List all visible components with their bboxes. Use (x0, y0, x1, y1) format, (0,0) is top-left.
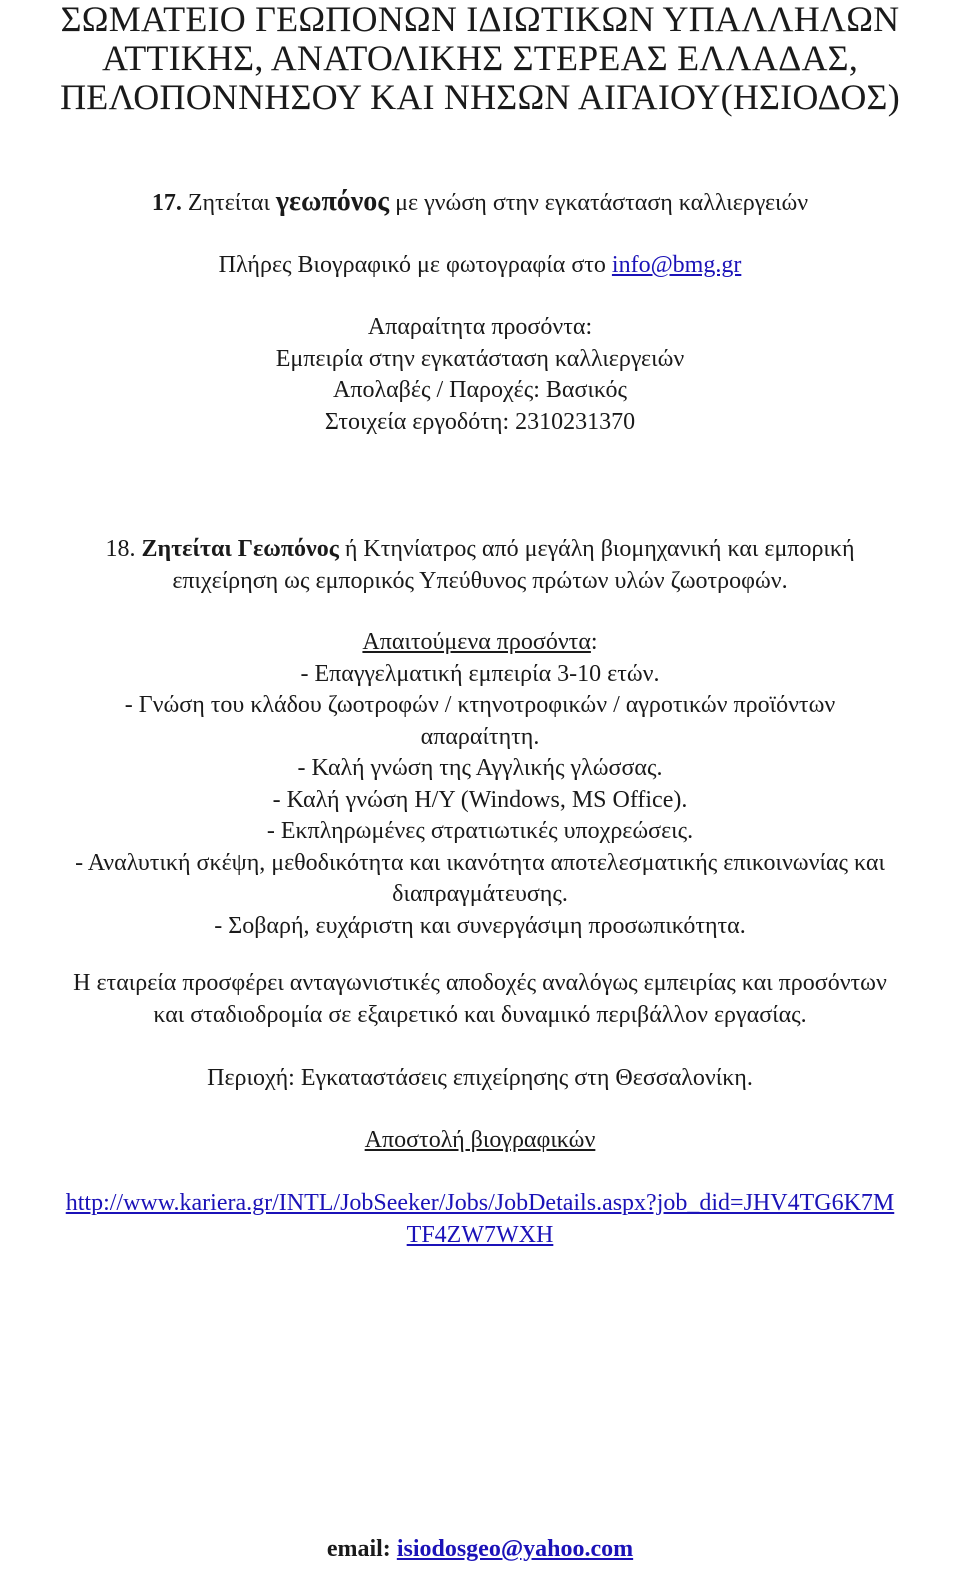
job-17-cv-email-link[interactable]: info@bmg.gr (611, 252, 742, 278)
job-18-requirements (0, 627, 960, 942)
job-18-offer-line-2: και σταδιοδρομία σε εξαιρετικό και δυναμικό περιβάλλον εργασίας. (153, 1001, 807, 1028)
job-18-title-bold: Ζητείται Γεωπόνος (141, 536, 339, 562)
header-line-3: ΠΕΛΟΠΟΝΝΗΣΟΥ ΚΑΙ ΝΗΣΩΝ ΑΙΓΑΙΟΥ(ΗΣΙΟΔΟΣ) (60, 77, 900, 117)
job-17-number: 17. (151, 190, 182, 216)
footer-email-label: email: (326, 1536, 397, 1562)
job-18-url-line-2[interactable]: TF4ZW7WXH (406, 1221, 554, 1248)
job-18-req-item: - Καλή γνώση Η/Υ (Windows, MS Office). (272, 786, 688, 813)
job-17-prefix: Ζητείται (181, 190, 276, 216)
job-17-benefits: Απολαβές / Παροχές: Βασικός (333, 377, 627, 403)
job-18-title-rest: ή Κτηνίατρος από μεγάλη βιομηχανική και εμπορική (338, 536, 855, 562)
header-line-2: ΑΤΤΙΚΗΣ, ΑΝΑΤΟΛΙΚΗΣ ΣΤΕΡΕΑΣ ΕΛΛΑΔΑΣ, (101, 38, 859, 78)
send-cv-heading: Αποστολή βιογραφικών (364, 1127, 596, 1153)
job-18-number: 18. (105, 536, 142, 562)
job-17-title (0, 186, 960, 220)
footer (0, 1534, 960, 1566)
job-18-req-item: - Σοβαρή, ευχάριστη και συνεργάσιμη προσωπικότητα. (214, 912, 746, 939)
footer-email-link[interactable]: isiodosgeo@yahoo.com (396, 1536, 634, 1562)
header-line-1: ΣΩΜΑΤΕΙΟ ΓΕΩΠΟΝΩΝ ΙΔΙΩΤΙΚΩΝ ΥΠΑΛΛΗΛΩΝ (60, 0, 900, 39)
job-18-req-item: - Εκπληρωμένες στρατιωτικές υποχρεώσεις. (266, 818, 694, 844)
job-18-offer-line-1: Η εταιρεία προσφέρει ανταγωνιστικές αποδοχές αναλόγως εμπειρίας και προσόντων (73, 970, 887, 996)
job-18-req-item: - Γνώση του κλάδου ζωοτροφών / κτηνοτροφικών / αγροτικών προϊόντων (124, 692, 836, 718)
job-18-req-item: - Επαγγελματική εμπειρία 3-10 ετών. (300, 660, 660, 687)
job-17-employer: Στοιχεία εργοδότη: 2310231370 (324, 408, 636, 435)
job-18-req-item: - Αναλυτική σκέψη, μεθοδικότητα και ικανότητα αποτελεσματικής επικοινωνίας και (75, 849, 885, 876)
job-18-req-colon: : (590, 629, 598, 655)
job-18-title (0, 534, 960, 597)
job-17-req-title: Απαραίτητα προσόντα: (367, 314, 593, 340)
job-18-req-item: διαπραγμάτευσης. (392, 881, 568, 907)
job-18-offer (0, 968, 960, 1031)
job-17-requirements (0, 312, 960, 438)
job-18-title-line-2: επιχείρηση ως εμπορικός Υπεύθυνος πρώτων υλών ζωοτροφών. (172, 567, 788, 594)
job-18-send-cv (0, 1125, 960, 1157)
job-18-req-item: απαραίτητη. (420, 723, 540, 750)
job-18-req-item: - Καλή γνώση της Αγγλικής γλώσσας. (297, 755, 663, 781)
job-17-req-line: Εμπειρία στην εγκατάσταση καλλιεργειών (275, 345, 685, 372)
job-18-url-line-1[interactable]: http://www.kariera.gr/INTL/JobSeeker/Jobs/JobDetails.aspx?job_did=JHV4TG6K7M (65, 1190, 895, 1216)
document-header (0, 0, 960, 117)
job-17-suffix: με γνώση στην εγκατάσταση καλλιεργειών (389, 190, 809, 216)
job-18-req-title: Απαιτούμενα προσόντα (362, 629, 591, 655)
job-17-keyword: γεωπόνος (275, 186, 390, 217)
job-17-cv (0, 250, 960, 282)
job-18-url-link[interactable] (0, 1188, 960, 1251)
job-17-cv-text: Πλήρες Βιογραφικό με φωτογραφία στο (218, 252, 612, 278)
job-18-area: Περιοχή: Εγκαταστάσεις επιχείρησης στη Θεσσαλονίκη. (207, 1065, 753, 1091)
